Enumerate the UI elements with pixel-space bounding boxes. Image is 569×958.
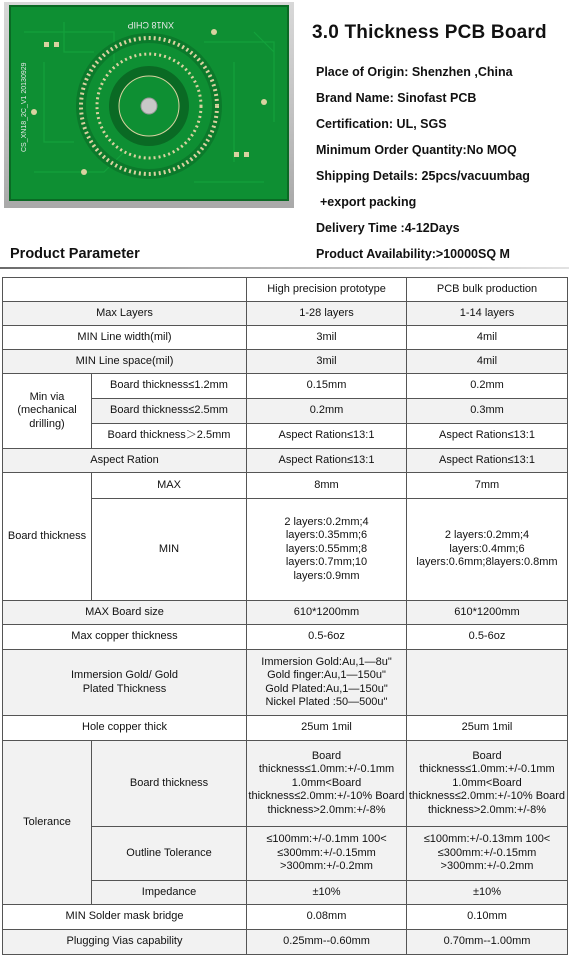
cell-bulk: Board thickness≤1.0mm:+/-0.1mm 1.0mm<Board thickness≤2.0mm:+/-10% Board thickness>2.0mm:+/-8%: [407, 741, 568, 827]
row-label: Plugging Vias capability: [3, 930, 247, 955]
row-label: MAX Board size: [3, 601, 247, 625]
row-label: MIN Line space(mil): [3, 350, 247, 374]
cell-bulk: 7mm: [407, 473, 568, 499]
cell-bulk: 0.3mm: [407, 399, 568, 424]
row-label: MIN Solder mask bridge: [3, 905, 247, 930]
row-group-label: Min via (mechanical drilling): [3, 374, 92, 449]
row-sublabel: Board thickness≤2.5mm: [92, 399, 247, 424]
cell-bulk: 25um 1mil: [407, 716, 568, 741]
spec-shipping: Shipping Details: 25pcs/vacuumbag: [316, 169, 530, 183]
cell-bulk: 1-14 layers: [407, 302, 568, 326]
cell-prototype: ±10%: [247, 881, 407, 905]
row-label: MIN Line width(mil): [3, 326, 247, 350]
section-title: Product Parameter: [10, 246, 140, 262]
cell-prototype: 0.2mm: [247, 399, 407, 424]
cell-prototype: Aspect Ration≤13:1: [247, 449, 407, 473]
cell-bulk: 4mil: [407, 326, 568, 350]
cell-prototype: 3mil: [247, 350, 407, 374]
row-label: Hole copper thick: [3, 716, 247, 741]
table-row: [3, 473, 568, 499]
cell-bulk: 0.70mm--1.00mm: [407, 930, 568, 955]
cell-bulk: 2 layers:0.2mm;4 layers:0.4mm;6 layers:0.6mm;8layers:0.8mm: [407, 499, 568, 601]
spec-origin: Place of Origin: Shenzhen ,China: [316, 65, 513, 79]
cell-prototype: ≤100mm:+/-0.1mm 100< ≤300mm:+/-0.15mm >300mm:+/-0.2mm: [247, 827, 407, 881]
cell-bulk: ±10%: [407, 881, 568, 905]
row-label: Aspect Ration: [3, 449, 247, 473]
row-sublabel: Board thickness＞2.5mm: [92, 424, 247, 449]
table-row: [3, 350, 568, 374]
row-sublabel: MAX: [92, 473, 247, 499]
spec-moq: Minimum Order Quantity:No MOQ: [316, 143, 517, 157]
cell-prototype: 0.15mm: [247, 374, 407, 399]
cell-prototype: 2 layers:0.2mm;4 layers:0.35mm;6 layers:0.55mm;8 layers:0.7mm;10 layers:0.9mm: [247, 499, 407, 601]
row-sublabel: MIN: [92, 499, 247, 601]
table-row: [3, 905, 568, 930]
cell-bulk: 0.10mm: [407, 905, 568, 930]
row-group-label: Tolerance: [3, 741, 92, 905]
cell-bulk: ≤100mm:+/-0.13mm 100< ≤300mm:+/-0.15mm >300mm:+/-0.2mm: [407, 827, 568, 881]
cell-bulk: Aspect Ration≤13:1: [407, 424, 568, 449]
pcb-board-photo: [4, 2, 294, 208]
parameter-table: [2, 277, 568, 955]
table-row: [3, 326, 568, 350]
row-sublabel: Board thickness≤1.2mm: [92, 374, 247, 399]
cell-prototype: 8mm: [247, 473, 407, 499]
cell-bulk: 4mil: [407, 350, 568, 374]
row-group-label: Board thickness: [3, 473, 92, 601]
table-row: [3, 302, 568, 326]
cell-prototype: Aspect Ration≤13:1: [247, 424, 407, 449]
cell-prototype: 1-28 layers: [247, 302, 407, 326]
table-row: [3, 625, 568, 650]
table-row: [3, 449, 568, 473]
product-spec-list: [316, 59, 566, 267]
table-row: [3, 650, 568, 716]
spec-brand: Brand Name: Sinofast PCB: [316, 91, 477, 105]
section-divider: [0, 267, 569, 269]
cell-prototype: 0.5-6oz: [247, 625, 407, 650]
cell-prototype: 0.25mm--0.60mm: [247, 930, 407, 955]
row-label: Max Layers: [3, 302, 247, 326]
table-row: [3, 930, 568, 955]
cell-prototype: 610*1200mm: [247, 601, 407, 625]
cell-prototype: Immersion Gold:Au,1—8u" Gold finger:Au,1—150u" Gold Plated:Au,1—150u" Nickel Plated :50—500u": [247, 650, 407, 716]
row-sublabel: Outline Tolerance: [92, 827, 247, 881]
product-title: 3.0 Thickness PCB Board: [312, 22, 547, 43]
cell-prototype: 25um 1mil: [247, 716, 407, 741]
table-row: [3, 716, 568, 741]
cell-prototype: Board thickness≤1.0mm:+/-0.1mm 1.0mm<Board thickness≤2.0mm:+/-10% Board thickness>2.0mm:+/-8%: [247, 741, 407, 827]
cell-bulk: 0.5-6oz: [407, 625, 568, 650]
spec-certification: Certification: UL, SGS: [316, 117, 447, 131]
table-row: [3, 374, 568, 399]
table-row: [3, 601, 568, 625]
silkscreen-version-label: CS_XN18_2C_V1 20130929: [21, 62, 28, 152]
header-prototype: High precision prototype: [247, 278, 407, 302]
row-label: Max copper thickness: [3, 625, 247, 650]
cell-bulk: 0.2mm: [407, 374, 568, 399]
spec-availability: Product Availability:>10000SQ M: [316, 247, 510, 261]
cell-prototype: 0.08mm: [247, 905, 407, 930]
cell-bulk: [407, 650, 568, 716]
spec-delivery: Delivery Time :4-12Days: [316, 221, 460, 235]
cell-bulk: Aspect Ration≤13:1: [407, 449, 568, 473]
row-label: Immersion Gold/ Gold Plated Thickness: [3, 650, 247, 716]
row-sublabel: Impedance: [92, 881, 247, 905]
table-row: [3, 741, 568, 827]
header-bulk: PCB bulk production: [407, 278, 568, 302]
cell-bulk: 610*1200mm: [407, 601, 568, 625]
cell-prototype: 3mil: [247, 326, 407, 350]
table-header-row: [3, 278, 568, 302]
row-sublabel: Board thickness: [92, 741, 247, 827]
header-blank: [3, 278, 247, 302]
silkscreen-chip-label: XN18 CHIP: [127, 20, 174, 30]
spec-shipping-packing: +export packing: [320, 195, 417, 209]
